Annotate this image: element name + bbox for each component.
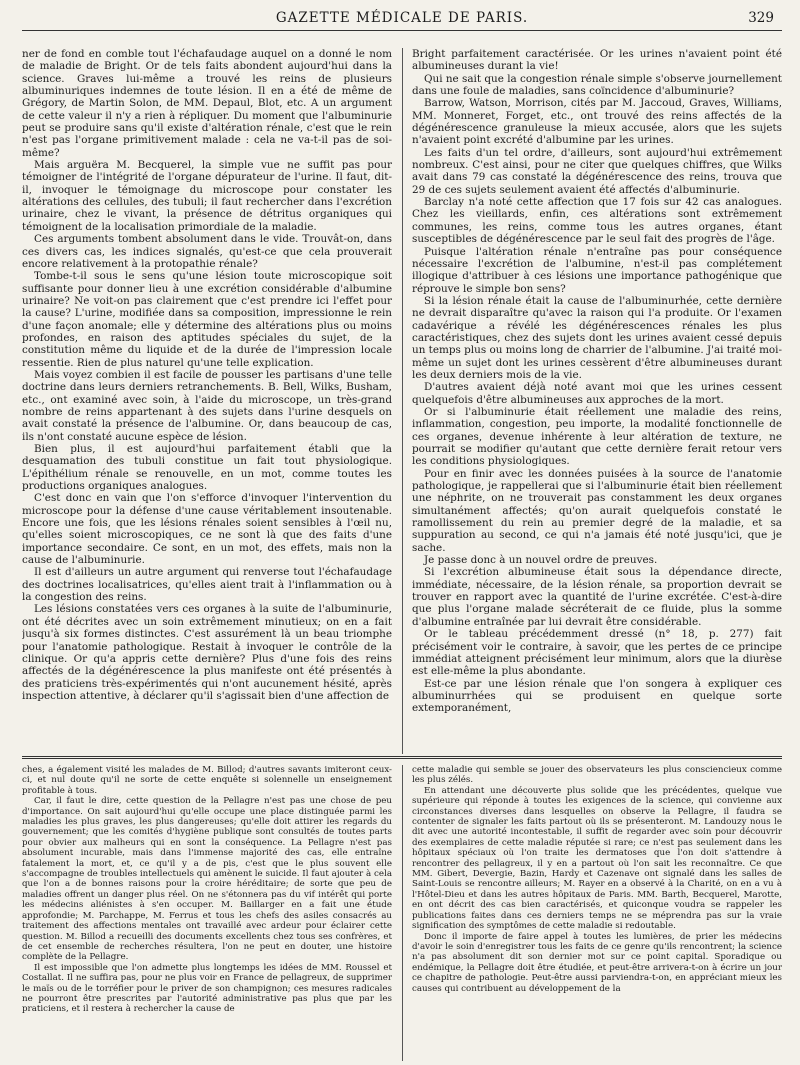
feuilleton-section: [22, 765, 782, 1061]
page-number: 329: [748, 10, 774, 26]
paragraph: Les faits d'un tel ordre, d'ailleurs, sont aujourd'hui extrêmement nombreux. C'est ainsi, pour ne citer que quelques chiffres, que Wilks avait dans 79 cas constaté la dégénérescence des reins, trouva que 29 de ces sujets seulement avaient été affectés d'albuminurie.: [412, 146, 782, 196]
paragraph: Il est impossible que l'on admette plus longtemps les idées de MM. Roussel et Costallat. Il ne suffira pas, pour ne plus voir en France de pellagreux, de supprimer le maïs ou de le torréfier pour le priver de son champignon; ces mesures radicales ne pourront être prescrites par l'autorité administrative pas plus que par les praticiens, et il restera à rechercher la cause de: [22, 962, 392, 1015]
paragraph: Bien plus, il est aujourd'hui parfaitement établi que la desquamation des tubuli constitue un fait tout physiologique. L'épithélium rénale se renouvelle, en un mot, comme toutes les productions organiques analogues.: [22, 443, 392, 493]
paragraph: Bright parfaitement caractérisée. Or les urines n'avaient point été albumineuses durant la vie!: [412, 48, 782, 73]
paragraph: C'est donc en vain que l'on s'efforce d'invoquer l'intervention du microscope pour la défense d'une cause véritablement insoutenable. Encore une fois, que les lésions rénales soient sensibles à l'œil nu, qu'elles soient microscopiques, ce ne sont là que des faits d'une importance secondaire. Ce sont, en un mot, des effets, mais non la cause de l'albuminurie.: [22, 492, 392, 567]
main-article: [22, 48, 782, 754]
paragraph: Puisque l'altération rénale n'entraîne pas pour conséquence nécessaire l'excrétion de l'albumine, n'est-il pas complétement illogique d'attribuer à ces lésions une importance pathogénique que réprouve le simple bon sens?: [412, 245, 782, 295]
paragraph: Donc il importe de faire appel à toutes les lumières, de prier les médecins d'avoir le soin d'enregistrer tous les faits de ce genre qu'ils rencontrent; la science n'a pas absolument dit son dernier mot sur ce point capital. Sporadique ou endémique, la Pellagre doit être étudiée, et peut-être arrivera-t-on à écrire un jour ce chapitre de pathologie. Peut-être aussi parviendra-t-on, en appréciant mieux les causes qui contribuent au développement de la: [412, 931, 782, 994]
page-header: [22, 8, 782, 31]
paragraph: Si la lésion rénale était la cause de l'albuminurhée, cette dernière ne devrait disparaître qu'avec la raison qui l'a produite. Or l'examen cadavérique a révélé les dégénérescences rénales les plus caractéristiques, chez des sujets dont les urines avaient cessé depuis un temps plus ou moins long de charrier de l'albumine. J'ai traité moi-même un sujet dont les urines cessèrent d'être albumineuses durant les deux derniers mois de la vie.: [412, 294, 782, 381]
paragraph: Pour en finir avec les données puisées à la source de l'anatomie pathologique, je rappellerai que si l'albuminurie était bien réellement une néphrite, on ne trouverait pas constamment les deux organes simultanément affectés; qu'on aurait quelquefois constaté le ramollissement du rein au premier degré de la maladie, et sa suppuration au second, ce qui n'a jamais été noté jusqu'ici, que je sache.: [412, 467, 782, 554]
paragraph: Qui ne sait que la congestion rénale simple s'observe journellement dans une foule de maladies, sans coïncidence d'albuminurie?: [412, 72, 782, 98]
paragraph: Je passe donc à un nouvel ordre de preuves.: [424, 554, 658, 567]
paragraph: Mais arguëra M. Becquerel, la simple vue ne suffit pas pour témoigner de l'intégrité de l'organe dépurateur de l'urine. Il faut, dit-il, invoquer le témoignage du microscope pour constater les altérations des cellules, des tubuli; il faut rechercher dans l'excrétion urinaire, chez le vivant, la présence de détritus organiques qui témoignent de la localisation primordiale de la maladie.: [22, 159, 392, 233]
paragraph: Tombe-t-il sous le sens qu'une lésion toute microscopique soit suffisante pour donner lieu à une excrétion considérable d'albumine urinaire? Ne voit-on pas clairement que c'est prendre ici l'effet pour la cause? L'urine, modifiée dans sa composition, impressionne le rein d'une façon anomale; elle y détermine des altérations plus ou moins profondes, en raison des aptitudes spéciales du sujet, de la constitution même du liquide et de la durée de l'impression locale ressentie. Rien de plus naturel qu'une telle explication.: [22, 270, 392, 369]
paragraph: Il est d'ailleurs un autre argument qui renverse tout l'échafaudage des doctrines localisatrices, qu'elles aient trait à l'inflammation ou à la congestion des reins.: [22, 566, 392, 604]
main-left-column: [22, 48, 392, 754]
paragraph: ner de fond en comble tout l'échafaudage auquel on a donné le nom de maladie de Bright. Or de tels faits abondent aujourd'hui dans la science. Graves lui-même a trouvé les reins de plusieurs albuminuriques indemnes de toute lésion. Il en a été de même de Grégory, de Martin Solon, de MM. Depaul, Blot, etc. A un argument de cette valeur il n'y a rien à répliquer. Du moment que l'albuminurie peut se produire sans qu'il existe d'altération rénale, c'est que le rein n'est pas l'organe primitivement malade : cela ne va-t-il pas de soi-même?: [22, 48, 392, 159]
paragraph: Or si l'albuminurie était réellement une maladie des reins, inflammation, congestion, peu importe, la modalité fonctionnelle de ces organes, devenue inhérente à leur altération de texture, ne pourrait se modifier qu'autant que cette dernière ferait retour vers les conditions physiologiques.: [412, 405, 782, 468]
column-rule: [402, 48, 403, 754]
paragraph: D'autres avaient déjà noté avant moi que les urines cessent quelquefois d'être albumineuses aux approches de la mort.: [412, 381, 782, 406]
paragraph: Est-ce par une lésion rénale que l'on songera à expliquer ces albuminurrhées qui se produisent en quelque sorte extemporanément,: [412, 677, 782, 715]
paragraph: Mais voyez combien il est facile de pousser les partisans d'une telle doctrine dans leurs derniers retranchements. B. Bell, Wilks, Busham, etc., ont examiné avec soin, à l'aide du microscope, un très-grand nombre de reins appartenant à des sujets dans l'urine desquels on avait constaté la présence de l'albumine. Or, dans beaucoup de cas, ils n'ont constaté aucune espèce de lésion.: [22, 368, 392, 443]
paragraph: ches, a également visité les malades de M. Billod; d'autres savants imiteront ceux-ci, et nul doute qu'il ne sorte de cette enquête si solennelle un enseignement profitable à tous.: [22, 765, 392, 796]
paragraph: cette maladie qui semble se jouer des observateurs les plus consciencieux comme les plus zélés.: [412, 765, 782, 786]
paragraph: Si l'excrétion albumineuse était sous la dépendance directe, immédiate, nécessaire, de la lésion rénale, sa proportion devrait se trouver en rapport avec la quantité de l'urine excrétée. C'est-à-dire que plus l'organe malade sécréterait de ce fluide, plus la somme d'albumine entraînée par lui devrait être considérable.: [412, 566, 782, 628]
feuilleton-left-column: [22, 765, 392, 1061]
main-right-column: [412, 48, 782, 754]
paragraph: Barrow, Watson, Morrison, cités par M. Jaccoud, Graves, Williams, MM. Monneret, Forget, etc., ont trouvé des reins affectés de la dégénérescence granuleuse la mieux accusée, alors que les sujets n'avaient point excrété d'albumine par les urines.: [412, 97, 782, 147]
feuilleton-separator: [22, 756, 782, 759]
paragraph: Or le tableau précédemment dressé (n° 18, p. 277) fait précisément voir le contraire, à savoir, que les pertes de ce principe immédiat atteignent précisément leur minimum, alors que la diurèse est elle-même la plus abondante.: [412, 628, 782, 678]
paragraph: En attendant une découverte plus solide que les précédentes, quelque vue supérieure qui réponde à toutes les exigences de la science, qui convienne aux circonstances diverses dans lesquelles on observe la Pellagre, il faudra se contenter de signaler les faits partout où ils se présenteront. M. Landouzy nous le dit avec une autorité incontestable, il suffit de regarder avec soin pour découvrir des exemplaires de cette maladie réputée si rare; ce n'est pas seulement dans les hôpitaux spéciaux où l'on traite les dermatoses que l'on doit s'attendre à rencontrer des pellagreux, il y en a partout où l'on sait les reconnaître. Ce que MM. Gibert, Devergie, Bazin, Hardy et Cazenave ont signalé dans les salles de Saint-Louis se rencontre ailleurs; M. Rayer en a observé à la Charité, on en a vu à l'Hôtel-Dieu et dans les autres hôpitaux de Paris. MM. Barth, Becquerel, Marotte, en ont décrit des cas bien caractérisés, et quiconque voudra se rappeler les publications faites dans ces derniers temps ne se méprendra pas sur la vraie signification des symptômes de cette maladie si redoutable.: [412, 785, 782, 932]
column-rule: [402, 765, 403, 1061]
journal-title: GAZETTE MÉDICALE DE PARIS.: [275, 10, 529, 26]
feuilleton-right-column: [412, 765, 782, 1061]
paragraph: Les lésions constatées vers ces organes à la suite de l'albuminurie, ont été décrites avec un soin extrêmement minutieux; on en a fait jusqu'à six formes distinctes. C'est assurément là un beau triomphe pour l'anatomie pathologique. Restait à invoquer le contrôle de la clinique. Or qu'a appris cette dernière? Plus d'une fois des reins affectés de la dégénérescence la plus manifeste ont été présentés à des praticiens très-expérimentés qui n'ont aucunement hésité, après inspection attentive, à déclarer qu'il s'agissait bien d'une affection de: [22, 603, 392, 702]
paragraph: Barclay n'a noté cette affection que 17 fois sur 42 cas analogues. Chez les vieillards, enfin, ces altérations sont extrêmement communes, les reins, comme tous les autres organes, étant susceptibles de dégénérescence par le seul fait des progrès de l'âge.: [412, 196, 782, 246]
paragraph: Car, il faut le dire, cette question de la Pellagre n'est pas une chose de peu d'importance. On sait aujourd'hui qu'elle occupe une place distinguée parmi les maladies les plus graves, les plus dangereuses; qu'elle doit attirer les regards du gouvernement; que les comités d'hygiène publique sont consultés de toutes parts pour obvier aux malheurs qui en sont la conséquence. La Pellagre n'est pas absolument incurable, mais dans l'immense majorité des cas, elle entraîne fatalement la mort, et, ce qu'il y a de pis, c'est que le plus souvent elle s'accompagne de troubles intellectuels qui amènent le suicide. Il faut ajouter à cela que l'on a de bonnes raisons pour la croire héréditaire; de sorte que peu de maladies offrent un danger plus réel. On ne s'étonnera pas du vif intérêt qui porte les médecins aliénistes à s'en occuper. M. Baillarger en a fait une étude approfondie; M. Parchappe, M. Ferrus et tous les chefs des asiles consacrés au traitement des affections mentales ont travaillé avec ardeur pour éclairer cette question. M. Billod a recueilli des documents excellents chez tous ses confrères, et de cet ensemble de recherches résultera, l'on ne peut en douter, une histoire complète de la Pellagre.: [22, 796, 392, 963]
paragraph: Ces arguments tombent absolument dans le vide. Trouvât-on, dans ces divers cas, les indices signalés, qu'est-ce que cela prouverait encore relativement à la protopathie rénale?: [22, 233, 392, 270]
